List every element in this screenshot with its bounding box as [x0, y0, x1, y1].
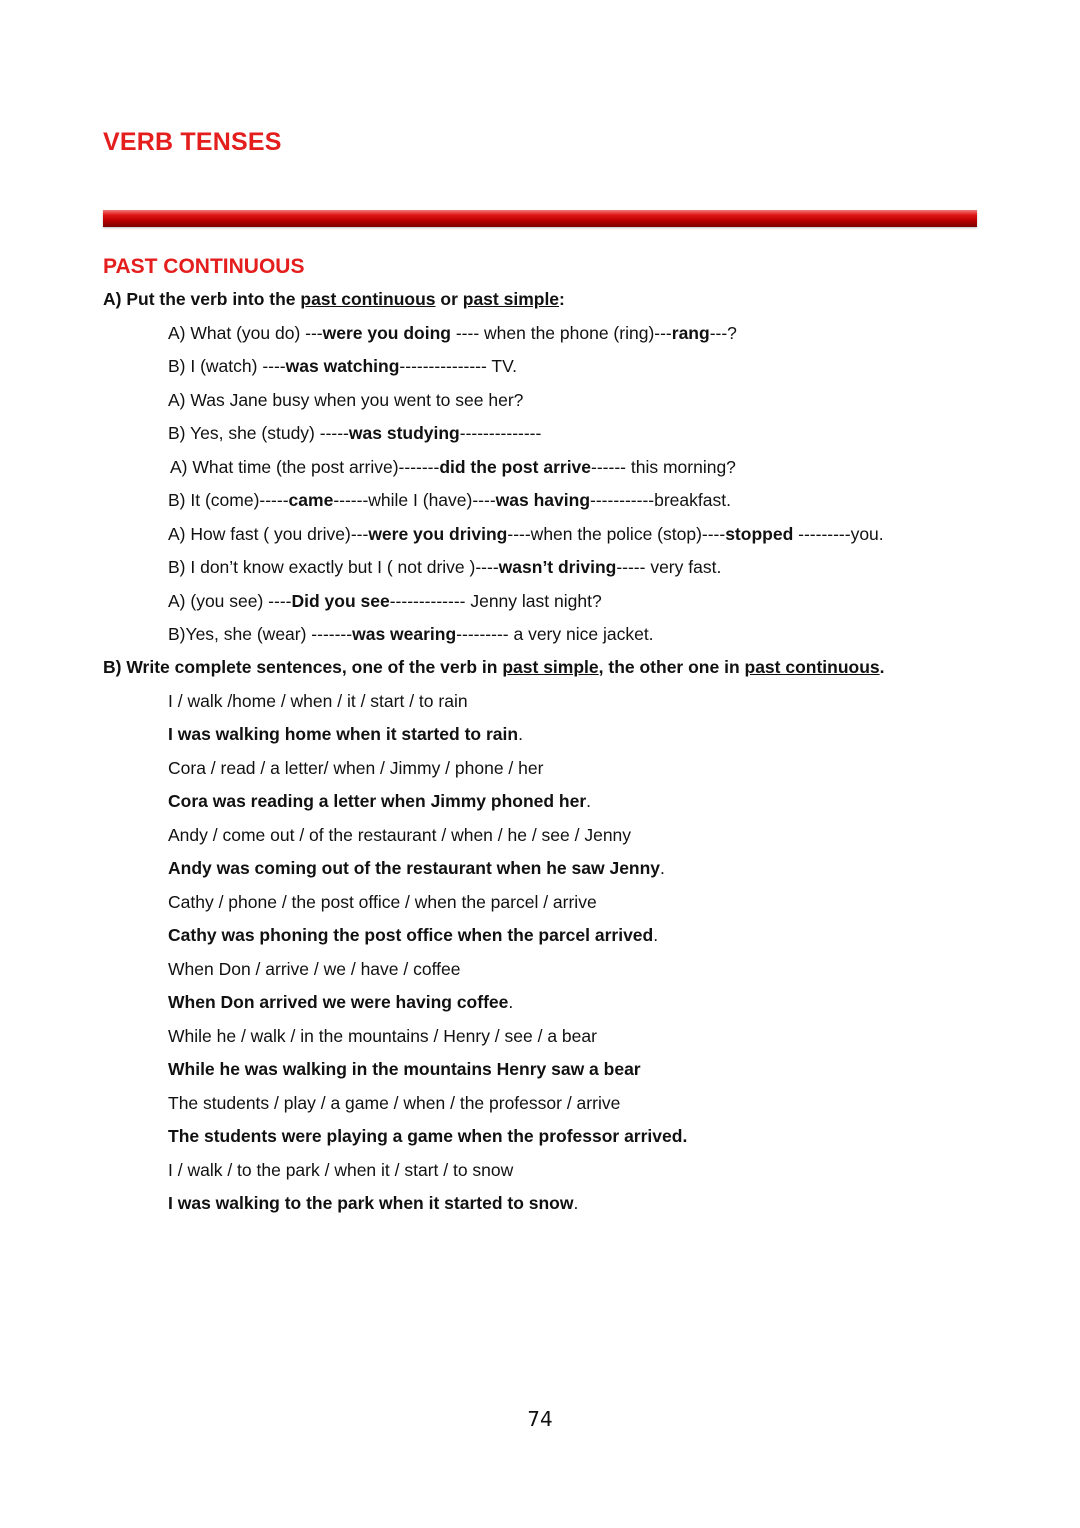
exercise-a-line: B) Yes, she (study) -----was studying-------------- [168, 423, 542, 443]
exercise-a-line: B) It (come)-----came------while I (have)----was having-----------breakfast. [168, 490, 731, 510]
exercise-b-prompt: Cora / read / a letter/ when / Jimmy / phone / her [168, 758, 544, 778]
exercise-b-answer: Cora was reading a letter when Jimmy phoned her. [168, 791, 592, 811]
exercise-a-line: B) I don’t know exactly but I ( not drive )----wasn’t driving----- very fast. [168, 557, 722, 577]
exercise-b-instruction: B) Write complete sentences, one of the verb in past simple, the other one in past continuous. [103, 657, 885, 677]
exercise-b-answer: While he was walking in the mountains Henry saw a bear [168, 1059, 641, 1079]
exercise-b-answer: When Don arrived we were having coffee. [168, 992, 514, 1012]
exercise-b-prompt: Cathy / phone / the post office / when the parcel / arrive [168, 892, 597, 912]
exercise-a-line: A) (you see) ----Did you see------------- Jenny last night? [168, 591, 602, 611]
section-title: PAST CONTINUOUS [103, 255, 305, 278]
exercise-b-answer: Andy was coming out of the restaurant when he saw Jenny. [168, 858, 665, 878]
page-number: 74 [527, 1407, 553, 1431]
exercise-b-prompt: While he / walk / in the mountains / Henry / see / a bear [168, 1026, 597, 1046]
exercise-a-instruction: A) Put the verb into the past continuous or past simple: [103, 289, 565, 309]
exercise-a-line: A) What time (the post arrive)-------did the post arrive------ this morning? [170, 457, 736, 477]
exercise-b-prompt: I / walk / to the park / when it / start / to snow [168, 1160, 514, 1180]
exercise-a-line: B)Yes, she (wear) -------was wearing--------- a very nice jacket. [168, 624, 654, 644]
exercise-a-line: A) Was Jane busy when you went to see her? [168, 390, 524, 410]
exercise-b-answer: The students were playing a game when the professor arrived. [168, 1126, 688, 1146]
exercise-b-answer: I was walking to the park when it started to snow. [168, 1193, 579, 1213]
exercise-a-line: A) How fast ( you drive)---were you driving----when the police (stop)----stopped ---------you. [168, 524, 884, 544]
exercise-b-answer: I was walking home when it started to rain. [168, 724, 523, 744]
exercise-b-prompt: I / walk /home / when / it / start / to rain [168, 691, 468, 711]
page-title: VERB TENSES [103, 128, 282, 156]
exercise-b-prompt: The students / play / a game / when / the professor / arrive [168, 1093, 621, 1113]
title-divider-rule [103, 210, 977, 227]
exercise-b-answer: Cathy was phoning the post office when the parcel arrived. [168, 925, 659, 945]
exercise-a-line: B) I (watch) ----was watching--------------- TV. [168, 356, 517, 376]
exercise-b-prompt: Andy / come out / of the restaurant / when / he / see / Jenny [168, 825, 632, 845]
exercise-b-prompt: When Don / arrive / we / have / coffee [168, 959, 461, 979]
exercise-a-line: A) What (you do) ---were you doing ---- when the phone (ring)---rang---? [168, 323, 737, 343]
